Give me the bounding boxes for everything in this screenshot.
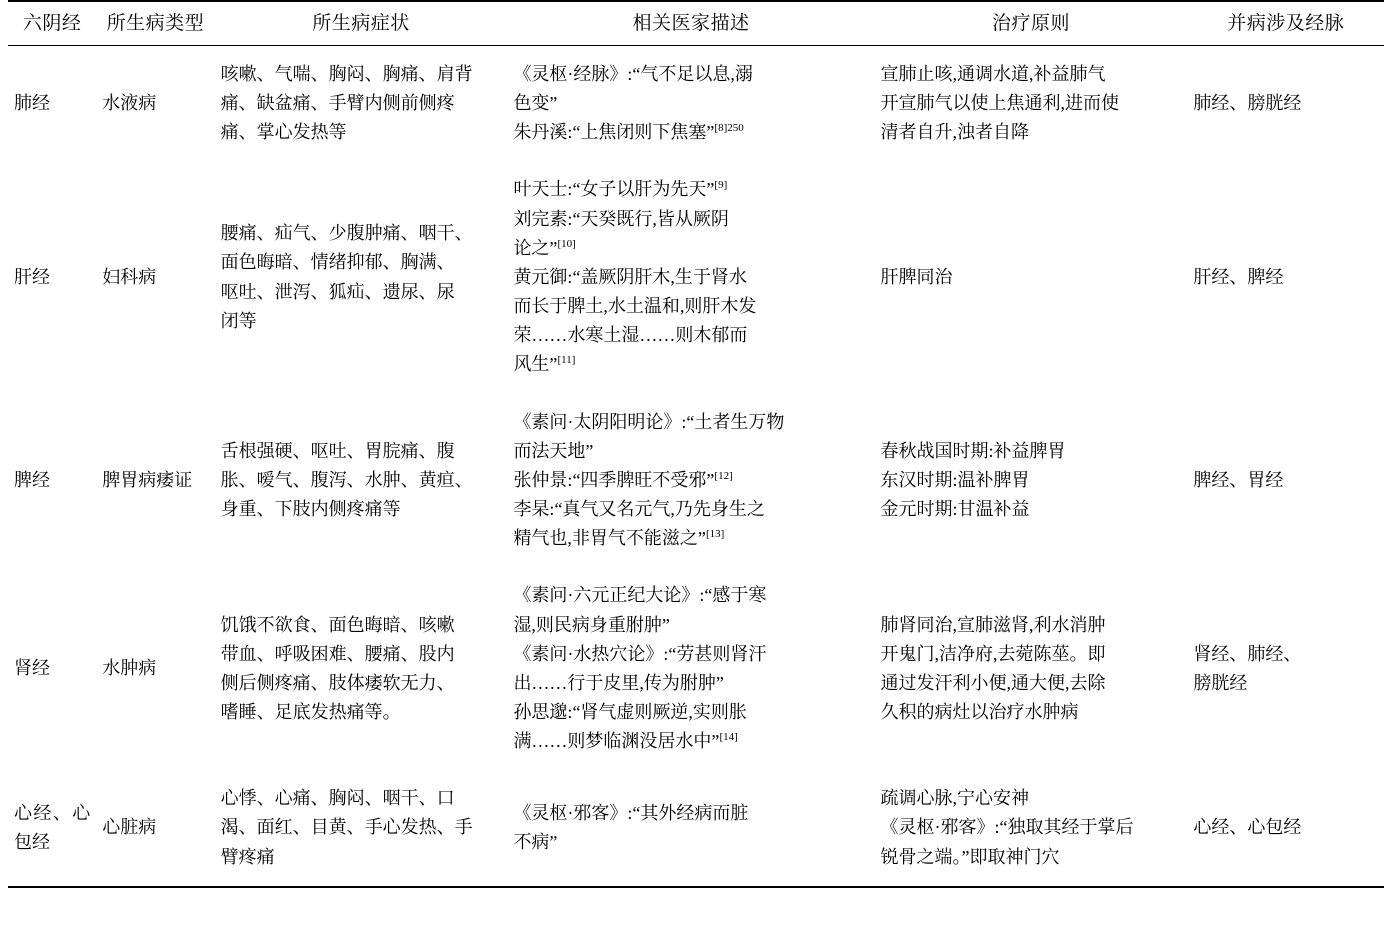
column-header-physician-descriptions: 相关医家描述 bbox=[507, 1, 874, 46]
cell-treatment-principles: 肺肾同治,宣肺滋肾,利水消肿 开鬼门,洁净府,去菀陈莝。即 通过发汗利小便,通大便,去除 久积的病灶以治疗水肿病 bbox=[880, 614, 1106, 722]
cell-meridian: 心经、心包经 bbox=[8, 770, 96, 886]
cell-treatment-principles: 春秋战国时期:补益脾胃 东汉时期:温补脾胃 金元时期:甘温补益 bbox=[880, 440, 1066, 520]
cell-physician-descriptions: 叶天士:“女子以肝为先天”[9] 刘完素:“天癸既行,皆从厥阴 论之”[10] 黄元御:“盖厥阴肝木,生于肾水 而长于脾土,水土温和,则肝木发 荣……水寒土湿……则木郁而 风生”[11] bbox=[513, 179, 757, 375]
cell-related-meridians: 肺经、膀胱经 bbox=[1193, 93, 1302, 114]
cell-disease-type: 脾胃病痿证 bbox=[102, 469, 193, 490]
cell-meridian: 肺经 bbox=[14, 93, 50, 114]
cell-disease-type: 妇科病 bbox=[102, 266, 157, 287]
cell-treatment-principles: 疏调心脉,宁心安神 《灵枢·邪客》:“独取其经于掌后 锐骨之端。”即取神门穴 bbox=[875, 770, 1188, 886]
table-header-row bbox=[8, 1, 1384, 46]
cell-related-meridians: 脾经、胃经 bbox=[1193, 469, 1284, 490]
cell-symptoms: 腰痛、疝气、少腹肿痛、咽干、 面色晦暗、情绪抑郁、胸满、 呕吐、泄泻、狐疝、遗尿、尿 闭等 bbox=[220, 223, 473, 331]
cell-physician-descriptions: 《灵枢·经脉》:“气不足以息,溺 色变” 朱丹溪:“上焦闭则下焦塞”$^{[8]250}$ bbox=[513, 64, 753, 143]
cell-disease-type: 心脏病 bbox=[96, 770, 214, 886]
cell-symptoms: 咳嗽、气喘、胸闷、胸痛、肩背 痛、缺盆痛、手臂内侧前侧疼 痛、掌心发热等 bbox=[220, 64, 473, 143]
cell-symptoms: 饥饿不欲食、面色晦暗、咳嗽 带血、呼吸困难、腰痛、股内 侧后侧疼痛、肢体痿软无力、 嗜睡、足底发热痛等。 bbox=[220, 614, 455, 722]
cell-related-meridians: 肾经、肺经、 膀胱经 bbox=[1193, 643, 1302, 693]
table-row bbox=[8, 567, 1384, 770]
cell-symptoms: 心悸、心痛、胸闷、咽干、口 渴、面红、目黄、手心发热、手 臂疼痛 bbox=[215, 770, 508, 886]
table-body bbox=[8, 46, 1384, 887]
column-header-disease-type: 所生病类型 bbox=[96, 1, 214, 46]
table-row bbox=[8, 770, 1384, 886]
cell-meridian: 肝经 bbox=[14, 266, 50, 287]
cell-disease-type: 水肿病 bbox=[102, 658, 157, 679]
column-header-treatment-principles: 治疗原则 bbox=[875, 1, 1188, 46]
cell-related-meridians: 肝经、脾经 bbox=[1193, 266, 1284, 287]
cell-physician-descriptions: 《素问·六元正纪大论》:“感于寒 湿,则民病身重胕肿” 《素问·水热穴论》:“劳甚则肾汗 出……行于皮里,传为胕肿” 孙思邈:“肾气虚则厥逆,实则胀 满……则梦临渊没居水中”[14] bbox=[513, 585, 767, 752]
column-header-symptoms: 所生病症状 bbox=[215, 1, 508, 46]
cell-meridian: 肾经 bbox=[14, 658, 50, 679]
cell-meridian: 脾经 bbox=[14, 469, 50, 490]
column-header-related-meridians: 并病涉及经脉 bbox=[1187, 1, 1384, 46]
cell-physician-descriptions: 《素问·太阴阳明论》:“土者生万物 而法天地” 张仲景:“四季脾旺不受邪”[12] 李杲:“真气又名元气,乃先身生之 精气也,非胃气不能滋之”[13] bbox=[513, 411, 785, 549]
cell-treatment-principles: 宣肺止咳,通调水道,补益肺气 开宣肺气以使上焦通利,进而使 清者自升,浊者自降 bbox=[880, 64, 1119, 143]
cell-physician-descriptions: 《灵枢·邪客》:“其外经病而脏 不病” bbox=[507, 770, 874, 886]
table-row bbox=[8, 394, 1384, 568]
table-header bbox=[8, 1, 1384, 46]
column-header-meridian: 六阴经 bbox=[8, 1, 96, 46]
table-row bbox=[8, 161, 1384, 393]
meridian-disease-table bbox=[8, 0, 1384, 888]
cell-symptoms: 舌根强硬、呕吐、胃脘痛、腹 胀、嗳气、腹泻、水肿、黄疸、 身重、下肢内侧疼痛等 bbox=[220, 440, 473, 520]
cell-related-meridians: 心经、心包经 bbox=[1187, 770, 1384, 886]
table-row bbox=[8, 46, 1384, 162]
cell-treatment-principles: 肝脾同治 bbox=[880, 266, 953, 287]
cell-disease-type: 水液病 bbox=[102, 93, 157, 114]
